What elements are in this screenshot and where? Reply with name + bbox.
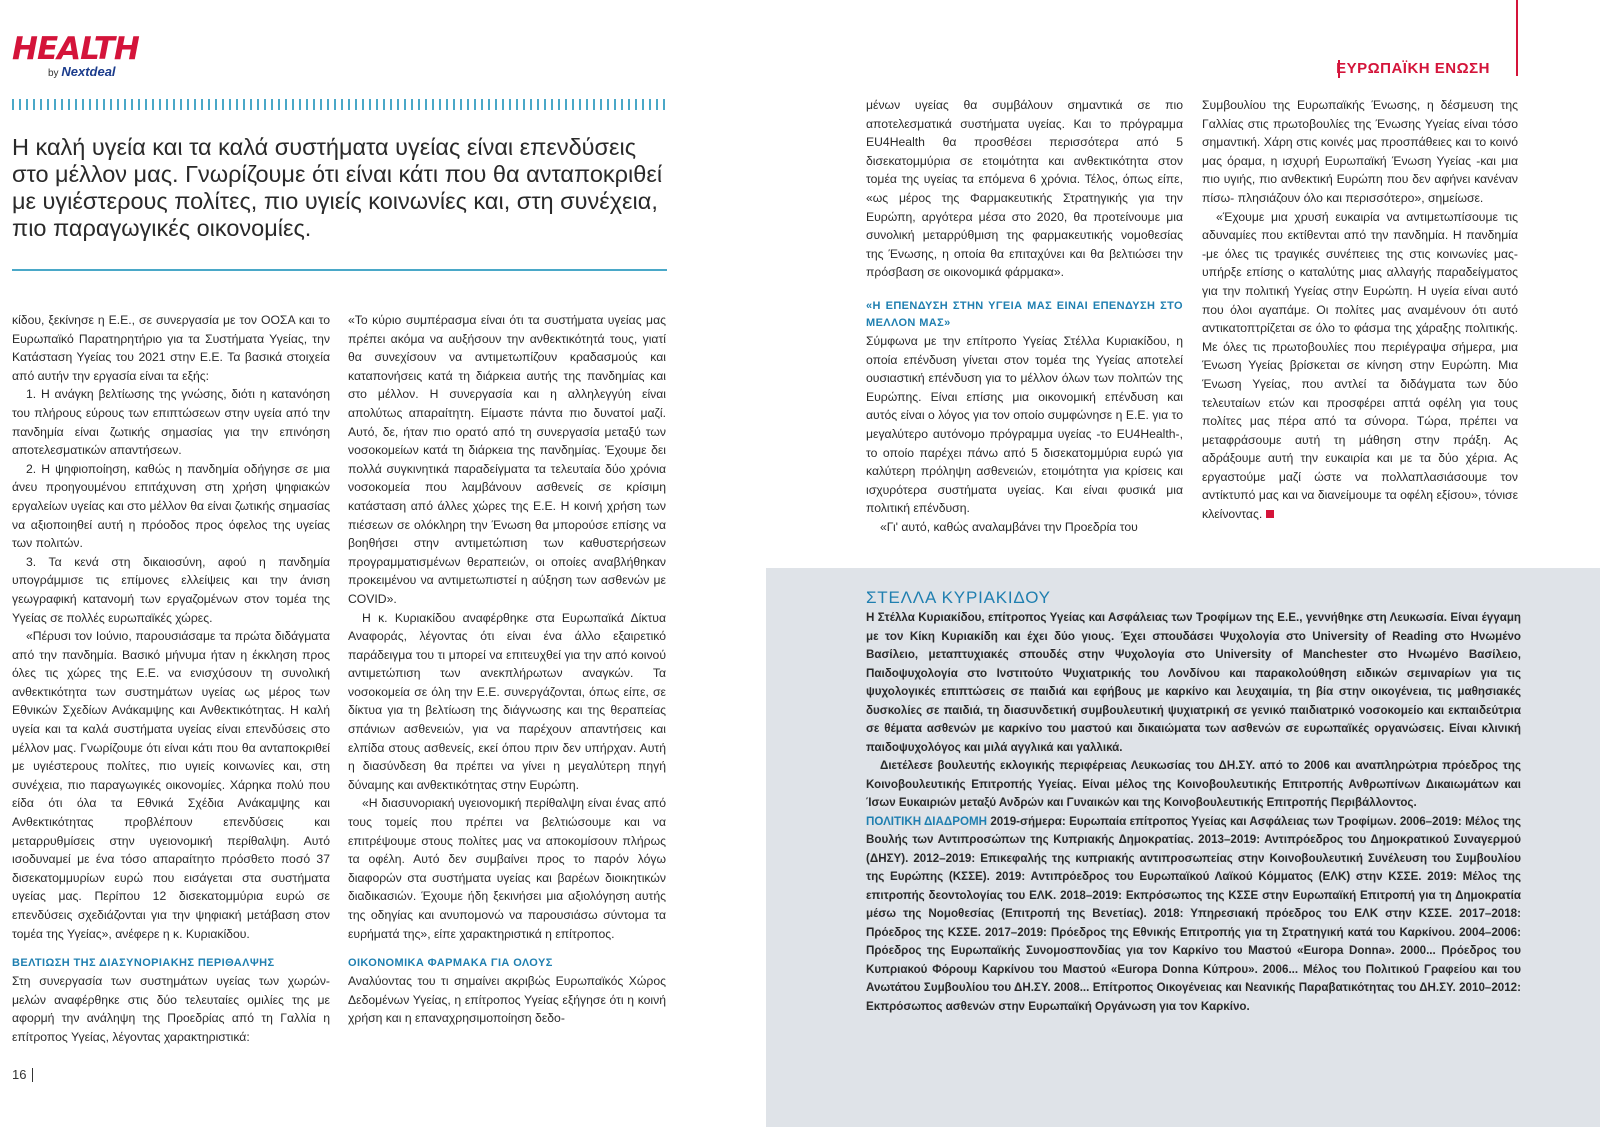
dashed-rule [12,99,666,110]
health-logo [12,31,142,84]
logo-main-text: HEALTH [12,31,139,67]
career-text: 2019-σήμερα: Ευρωπαία επίτροπος Υγείας και Ασφάλειας των Τροφίμων. 2006–2019: Μέλος της Βουλής των Αντιπροσώπων της Κυπριακής Δημοκρατίας. 2013–2019: Αντιπρόεδρος του Δημοκρατικού Συναγερμού (ΔΗΣΥ). 2012–2019: Επικεφαλής της κυπριακής αντιπροσωπείας στην Κοινοβουλευτική Συνέλευση του Συμβουλίου της Ευρώπης (ΚΣΣΕ). 2019: Αντιπρόεδρος του Ευρωπαϊκού Λαϊκού Κόμματος (ΕΛΚ) στην ΚΣΣΕ. 2019: Μέλος της επιτροπής δεοντολογίας του ΕΛΚ. 2018–2019: Εκπρόσωπος της ΚΣΣΕ στην Ευρωπαϊκή Επιτροπή για τη Δημοκρατία μέσω της Νομοθεσίας (Επιτροπή της Βενετίας). 2018: Υπηρεσιακή πρόεδρος του ΕΛΚ στην ΚΣΣΕ. 2017–2018: Πρόεδρος της ΚΣΣΕ. 2017–2019: Πρόεδρος της Εθνικής Επιτροπής για τη Στρατηγική κατά του Καρκίνου. 2004–2006: Πρόεδρος της Ευρωπαϊκής Συνομοσπονδίας για τον Καρκίνο του Μαστού «Europa Donna». 2000... Πρόεδρος του Κυπριακού Φόρουμ Καρκίνου του Μαστού «Europa Donna Κύπρου». 2006... Μέλος του Πολιτικού Γραφείου και του Ανωτάτου Συμβουλίου του ΔΗ.ΣΥ. 2008... Επίτροπος Οικογένειας και Νεανικής Παραβατικότητας του ΔΗ.ΣΥ. 2010–2012: Εκπρόσωπος ασθενών στην Ευρωπαϊκή Οργάνωση για τον Καρκίνο. [866,814,1521,1013]
subheading: «Η ΕΠΕΝΔΥΣΗ ΣΤΗΝ ΥΓΕΙΑ ΜΑΣ ΕΙΝΑΙ ΕΠΕΝΔΥΣΗ ΣΤΟ ΜΕΛΛΟΝ ΜΑΣ» [866,299,1183,329]
article-column-3 [866,96,1183,536]
end-mark-icon [1266,510,1274,518]
article-column-4 [1202,96,1518,524]
paragraph: 3. Τα κενά στη δικαιοσύνη, αφού η πανδημία υπογράμμισε τις επίμονες ελλείψεις και την άνιση γεωγραφική κατανομή των εργαζομένων στον τομέα της Υγείας σε πολλές ευρωπαϊκές χώρες. [12,554,330,625]
paragraph-final [1202,208,1518,524]
subheading: ΒΕΛΤΙΩΣΗ ΤΗΣ ΔΙΑΣΥΝΟΡΙΑΚΗΣ ΠΕΡΙΘΑΛΨΗΣ [12,957,275,970]
paragraph: «Γι' αυτό, καθώς αναλαμβάνει την Προεδρία του [880,519,1138,534]
paragraph: «Το κύριο συμπέρασμα είναι ότι τα συστήματα υγείας μας πρέπει ακόμα να αυξήσουν την ανθεκτικότητά τους, γιατί θα συνεχίσουν να αντιμετωπίζουν κραδασμούς και καταπονήσεις κατά τη διάρκεια αυτής της πανδημίας και στο μέλλον. Η συνεργασία και η αλληλεγγύη είναι απολύτως απαραίτητη. Είμαστε πάντα πιο δυνατοί μαζί. Αυτό, δε, ήταν πιο ορατό από τη συνεργασία μεταξύ των νοσοκομείων κατά τη διάρκεια της πανδημίας. Έχουμε δει πολλά συγκινητικά παραδείγματα τα τελευταία δύο χρόνια νοσοκομεία που λαμβάνουν ασθενείς σε κρίσιμη κατάσταση από άλλες χώρες της Ε.Ε. Η κοινή χρήση των πιέσεων σε ολόκληρη την Ένωση θα μπορούσε επίσης να βοηθήσει στην αντιμετώπιση των καθυστερήσεων προγραμματισμένων θεραπειών, οι οποίες αναβλήθηκαν προκειμένου να αντιμετωπιστεί η αύξηση των ασθενών με COVID». [348,313,666,606]
article-column-1 [12,311,330,1047]
paragraph: Αναλύοντας του τι σημαίνει ακριβώς Ευρωπαϊκός Χώρος Δεδομένων Υγείας, η επίτροπος Υγείας εξήγησε ότι η κοινή χρήση και η επαναχρησιμοποίηση δεδο- [348,974,666,1026]
paragraph: Στη συνεργασία των συστημάτων υγείας των χωρών-μελών αναφέρθηκε στις δύο τελευταίες ομιλίες της με αφορμή την ανάληψη της Προεδρίας από τη Γαλλία η επίτροπος Υγείας, λέγοντας χαρακτηριστικά: [12,974,330,1044]
bio-paragraph: Η Στέλλα Κυριακίδου, επίτροπος Υγείας και Ασφάλειας των Τροφίμων της Ε.Ε., γεννήθηκε στη Λευκωσία. Είναι έγγαμη με τον Κίκη Κυριακίδη και έχει δύο γιους. Έχει σπουδάσει Ψυχολογία στο University of Reading στο Ηνωμένο Βασίλειο, μεταπτυχιακές σπουδές στην Ψυχολογία στο University of Manchester στο Ηνωμένο Βασίλειο, Παιδοψυχολογία στο Ινστιτούτο Ψυχιατρικής του Λονδίνου και παρακολούθηση ειδικών σεμιναρίων για τις ψυχολογικές επιπτώσεις σε παιδιά και εφήβους με καρκίνο και λευχαιμία, τη βία στην οικογένεια, τις μαθησιακές δυσκολίες σε παιδιά, τη διασυνδετική συμβουλευτική ψυχιατρική σε γενικό παιδιατρικό νοσοκομείο και εκπαιδεύτρια σε θέματα ασθενών με καρκίνο του μαστού και δικαιώματα των ασθενών σε ευρωπαϊκές οργανώσεις. Είναι κλινική παιδοψυχολόγος και μιλά αγγλικά και γαλλικά. [866,611,1521,754]
career-label: ΠΟΛΙΤΙΚΗ ΔΙΑΔΡΟΜΗ [866,814,988,828]
bio-career [866,813,1521,1017]
top-red-rule [1516,0,1518,76]
page-number: 16 [12,1067,27,1082]
paragraph: «Η διασυνοριακή υγειονομική περίθαλψη είναι ένας από τους τομείς που πρέπει να βελτιώσουμε και να επιτρέψουμε στους πολίτες μας να αποκομίσουν πλήρως τα οφέλη. Αυτό δεν συμβαίνει προς το παρόν λόγω διαφορών στα συστήματα υγείας και βαρέων διοικητικών διαδικασιών. Έχουμε ήδη ξεκινήσει μια αξιολόγηση αυτής της οδηγίας και ανυπομονώ να παρουσιάσω σύντομα τα ευρήματά της», είπε χαρακτηριστικά η επίτροπος. [348,796,666,941]
paragraph: Σύμφωνα με την επίτροπο Υγείας Στέλλα Κυριακίδου, η οποία επένδυση γίνεται στον τομέα της Υγείας αποτελεί ουσιαστική επένδυση για το μέλλον όλων των πολιτών της Ευρώπης. Είναι επίσης μια οικονομική επένδυση και αυτός είναι ο λόγος για τον οποίο συμφώνησε η Ε.Ε. για το μεγαλύτερο αυτόνομο πρόγραμμα υγείας -το EU4Health-, το οποίο παρέχει πάνω από 5 δισεκατομμύρια ευρώ για καλύτερη πρόληψη ασθενειών, ετοιμότητα για κρίσεις και ισχυρότερα συστήματα υγείας. Και είναι φυσικά μια πολιτική επένδυση. [866,333,1183,516]
bio-title: ΣΤΕΛΛΑ ΚΥΡΙΑΚΙΔΟΥ [866,588,1051,607]
paragraph: Συμβουλίου της Ευρωπαϊκής Ένωσης, η δέσμευση της Γαλλίας στις πρωτοβουλίες της Ένωσης Υγείας είναι τόσο σημαντική. Χάρη στις κοινές μας προσπάθειες και το κοινό μας όραμα, η ισχυρή Ευρωπαϊκή Ένωση Υγείας -και μια πιο υγιής, πιο ανθεκτική Ευρώπη που δεν αφήνει κανέναν πίσω- πλησιάζουν όλο και περισσότερο», σημείωσε. [1202,98,1518,205]
bio-text [866,609,1521,1016]
logo-brand: Nextdeal [61,64,116,79]
paragraph: 2. Η ψηφιοποίηση, καθώς η πανδημία οδήγησε σε μια άνευ προηγουμένου επιτάχυνση στη χρήση ψηφιακών εργαλείων υγείας και στο μέλλον θα είναι ζωτικής σημασίας να αξιοποιηθεί αυτή η πρόοδος προς όφελος της υγείας των πολιτών. [12,461,330,551]
paragraph-text: «Έχουμε μια χρυσή ευκαιρία να αντιμετωπίσουμε τις αδυναμίες που εκτίθενται από την πανδημία. Η πανδημία -με όλες τις τραγικές συνέπειες της στις κοινωνίες μας- υπήρξε επίσης ο καταλύτης μιας αλλαγής παραδείγματος για την πολιτική Υγείας στην Ευρώπη. Η υγεία είναι αυτό που όλοι αγαπάμε. Οι πολίτες μας αναμένουν ότι αυτό αντικατοπτρίζεται σε όλο το φάσμα της χάραξης πολιτικής. Με όλες τις πρωτοβουλίες που περιέγραψα σήμερα, μια Ένωση Υγείας βρίσκεται σε κίνηση στην Ευρώπη. Μια Ένωση Υγείας, που αντλεί τα διδάγματα των δύο τελευταίων ετών και προσφέρει απτά οφέλη για τους πολίτες μας πέρα από τα σύνορα. Τώρα, πρέπει να μεταφράσουμε αυτή τη μάθηση στην πράξη. Ας αδράξουμε αυτή την ευκαιρία και με τα δύο χέρια. Ας εργαστούμε μαζί ώστε να πολλαπλασιάσουμε τον αντίκτυπό μας και να διανείμουμε τα οφέλη εξίσου», τόνισε κλείνοντας. [1202,209,1518,522]
subheading: ΟΙΚΟΝΟΜΙΚΑ ΦΑΡΜΑΚΑ ΓΙΑ ΟΛΟΥΣ [348,957,553,970]
bio-paragraph: Διετέλεσε βουλευτής εκλογικής περιφέρειας Λευκωσίας του ΔΗ.ΣΥ. από το 2006 και αναπληρώτρια πρόεδρος της Κοινοβουλευτικής Επιτροπής Υγείας. Είναι μέλος της Κοινοβουλευτικής Επιτροπής Ανθρωπίνων Δικαιωμάτων και Ίσων Ευκαιριών μεταξύ Ανδρών και Γυναικών και της Κοινοβουλευτικής Επιτροπής Περιβάλλοντος. [866,759,1521,809]
paragraph: Η κ. Κυριακίδου αναφέρθηκε στα Ευρωπαϊκά Δίκτυα Αναφοράς, λέγοντας ότι είναι ένα άλλο εξαιρετικό παράδειγμα του τι μπορεί να επιτευχθεί για την από κοινού αντιμετώπιση των ανεκπλήρωτων αναγκών. Τα νοσοκομεία σε όλη την Ε.Ε. συνεργάζονται, όπως είπε, σε δίκτυα για τη βελτίωση της διάγνωσης και της θεραπείας σπάνιων ασθενειών, για να παρέχουν απαντήσεις και ελπίδα στους ασθενείς, εκεί όπου πριν δεν υπήρχαν. Αυτή η διασύνδεση θα πρέπει να γίνει η μεγαλύτερη πηγή δύναμης και ανθεκτικότητας στην Ευρώπη. [348,610,666,792]
section-label: ΕΥΡΩΠΑΪΚΗ ΕΝΩΣΗ [1336,60,1490,77]
pull-quote-rule [12,269,667,271]
paragraph: μένων υγείας θα συμβάλουν σημαντικά σε πιο αποτελεσματικά συστήματα υγείας. Και το πρόγραμμα EU4Health θα προσθέσει περισσότερα από 5 δισεκατομμύρια σε ετοιμότητα και ανθεκτικότητα στον τομέα της υγείας τα επόμενα 6 χρόνια. Τέλος, όπως είπε, «ως μέρος της Φαρμακευτικής Στρατηγικής για την Ευρώπη, αργότερα μέσα στο 2020, θα προτείνουμε μια συνολική μεταρρύθμιση της φαρμακευτικής νομοθεσίας της Ένωσης, η οποία θα επιταχύνει και θα βελτιώσει την πρόσβαση σε οικονομικά φάρμακα». [866,98,1183,280]
paragraph: κίδου, ξεκίνησε η Ε.Ε., σε συνεργασία με τον ΟΟΣΑ και το Ευρωπαϊκό Παρατηρητήριο για τα Συστήματα Υγείας, την Κατάσταση Υγείας του 2021 στην Ε.Ε. Τα βασικά στοιχεία από αυτήν την εργασία είναι τα εξής: [12,313,330,383]
article-column-2 [348,311,666,1028]
paragraph: «Πέρυσι τον Ιούνιο, παρουσιάσαμε τα πρώτα διδάγματα από την πανδημία. Βασικό μήνυμα ήταν η έκκληση προς όλες τις χώρες της Ε.Ε. να ενισχύσουν τη συνολική ανθεκτικότητα των συστημάτων υγείας ως μέρος των Εθνικών Σχεδίων Ανάκαμψης και Ανθεκτικότητας. Η καλή υγεία και τα καλά συστήματα υγείας είναι επενδύσεις στο μέλλον μας. Γνωρίζουμε ότι είναι κάτι που θα ανταποκριθεί με υγιέστερους πολίτες, πιο υγιείς κοινωνίες και, στη συνέχεια, πιο παραγωγικές οικονομίες. Χάρηκα πολύ που είδα ότι όλα τα Εθνικά Σχέδια Ανάκαμψης και Ανθεκτικότητας προβλέπουν επενδύσεις και μεταρρυθμίσεις στην υγειονομική περίθαλψη. Αυτό ισοδυναμεί με ένα τόσο απαραίτητο πρόσθετο ποσό 37 δισεκατομμυρίων ευρώ που εισάγεται στα συστήματα υγείας μας. Περίπου 12 δισεκατομμύρια ευρώ σε επενδύσεις σχεδιάζονται για την ψηφιακή μετάβαση στον τομέα της Υγείας», ανέφερε η κ. Κυριακίδου. [12,629,330,941]
logo-by: by [48,68,59,79]
paragraph: 1. Η ανάγκη βελτίωσης της γνώσης, διότι η κατανόηση του πλήρους εύρους των επιπτώσεων στην υγεία από την πανδημία είναι ζωτικής σημασίας για την επινόηση αποτελεσματικών απαντήσεων. [12,387,330,458]
page-number-bar [32,1068,33,1082]
pull-quote: Η καλή υγεία και τα καλά συστήματα υγείας είναι επενδύσεις στο μέλλον μας. Γνωρίζουμε ότι είναι κάτι που θα ανταποκριθεί με υγιέστερους πολίτες, πιο υγιείς κοινωνίες και, στη συνέχεια, πιο παραγωγικές οικονομίες. [12,134,663,241]
